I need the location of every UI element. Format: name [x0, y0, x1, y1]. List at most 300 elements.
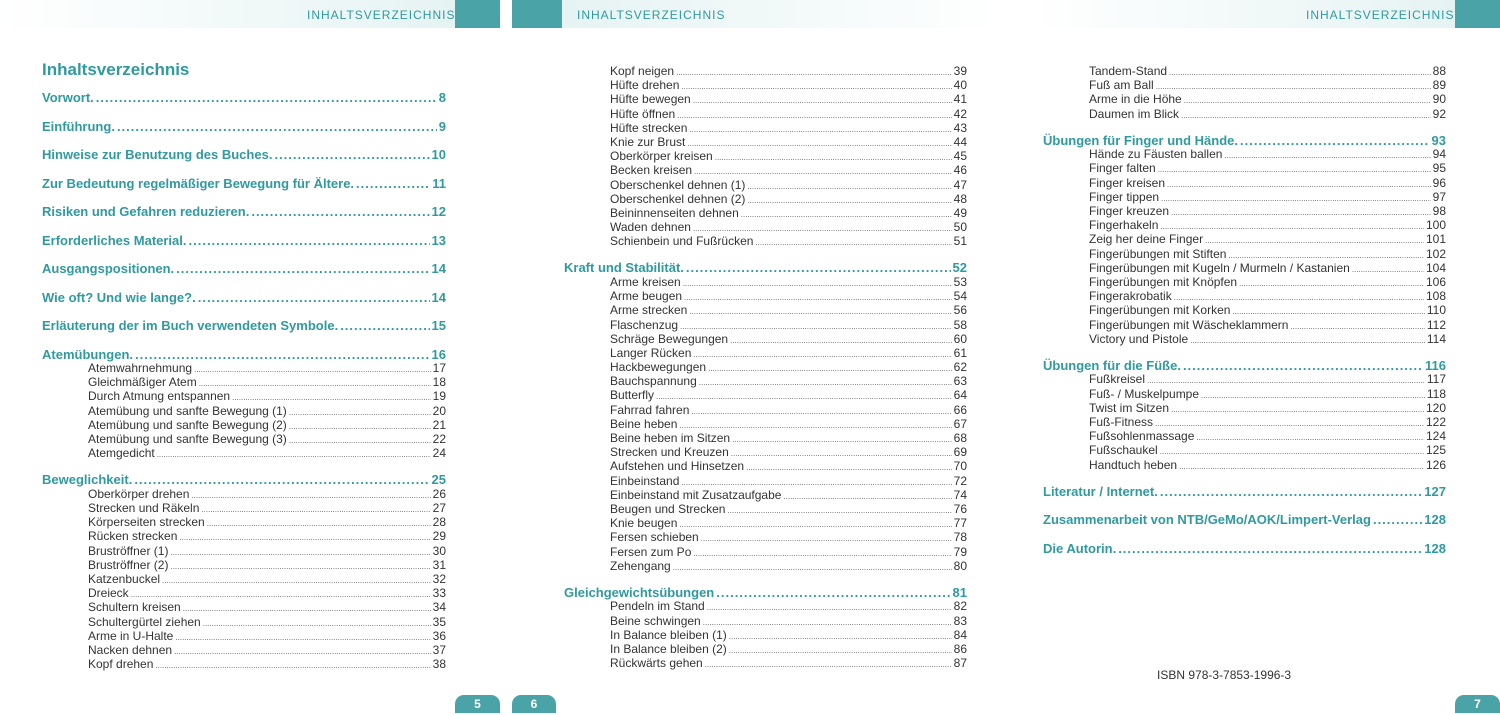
entry-page-number: 126	[1425, 457, 1446, 472]
dot-leader	[198, 290, 430, 306]
entry-page-number: 101	[1425, 232, 1446, 247]
entry-page-number: 67	[953, 416, 967, 431]
toc-subsection-entry[interactable]	[42, 586, 446, 600]
entry-page-number: 19	[432, 389, 446, 404]
toc-subsection-entry[interactable]	[1043, 147, 1446, 161]
entry-page-number: 98	[1432, 204, 1446, 218]
entry-label: Fingerhakeln	[1089, 218, 1159, 233]
entry-page-number: 76	[953, 501, 967, 516]
dot-leader	[356, 176, 430, 192]
dot-leader	[162, 574, 431, 588]
entry-label: Finger kreisen	[1089, 175, 1166, 190]
entry-label: Bruströffner (2)	[88, 557, 169, 572]
header-right-label: INHALTSVERZEICHNIS	[1306, 8, 1455, 22]
entry-label: In Balance bleiben (1)	[610, 627, 727, 642]
entry-page-number: 18	[432, 375, 446, 390]
dot-leader	[1171, 403, 1424, 417]
entry-page-number: 34	[432, 600, 446, 615]
toc-column-2	[564, 64, 967, 670]
toc-subsection-entry[interactable]	[564, 388, 967, 402]
toc-subsection-entry[interactable]	[564, 64, 967, 78]
entry-page-number: 122	[1425, 414, 1446, 429]
dot-leader	[191, 489, 430, 503]
entry-page-number: 80	[953, 558, 967, 573]
entry-page-number: 11	[432, 175, 446, 191]
toc-subsection-entry[interactable]	[42, 375, 446, 389]
entry-label: Oberschenkel dehnen (1)	[610, 177, 746, 192]
entry-label: Fuß am Ball	[1089, 78, 1154, 93]
toc-section-entry[interactable]	[42, 176, 446, 205]
entry-page-number: 51	[953, 234, 967, 249]
toc-subsection-entry[interactable]	[564, 642, 967, 656]
toc-subsection-entry[interactable]	[1043, 429, 1446, 443]
toc-subsection-entry[interactable]	[564, 78, 967, 92]
dot-leader	[707, 601, 952, 615]
toc-subsection-entry[interactable]	[1043, 261, 1446, 275]
toc-subsection-entry[interactable]	[1043, 332, 1446, 346]
entry-page-number: 20	[432, 403, 446, 418]
entry-label: Bruströffner (1)	[88, 543, 169, 558]
entry-page-number: 14	[431, 261, 446, 276]
dot-leader	[741, 208, 952, 222]
entry-label: Fingerübungen mit Korken	[1089, 303, 1231, 318]
entry-page-number: 50	[953, 220, 967, 235]
dot-leader	[1169, 66, 1431, 80]
toc-subsection-entry[interactable]	[564, 656, 967, 670]
dot-leader	[691, 405, 951, 419]
entry-page-number: 94	[1432, 147, 1446, 162]
dot-leader	[201, 503, 430, 517]
dot-leader	[157, 448, 431, 462]
dot-leader	[715, 151, 952, 165]
toc-subsection-entry[interactable]	[564, 545, 967, 559]
dot-leader	[1167, 178, 1431, 192]
toc-subsection-entry[interactable]	[42, 600, 446, 614]
entry-page-number: 47	[953, 177, 967, 192]
page-number-5: 5	[455, 695, 500, 713]
entry-label: Erläuterung der im Buch verwendeten Symbole.	[42, 318, 339, 333]
toc-subsection-entry[interactable]	[564, 275, 967, 289]
entry-label: Fuß- / Muskelpumpe	[1089, 386, 1200, 401]
dot-leader	[727, 504, 951, 518]
entry-page-number: 28	[432, 515, 446, 530]
toc-subsection-entry[interactable]	[564, 417, 967, 431]
dot-leader	[732, 433, 952, 447]
toc-subsection-entry[interactable]	[42, 615, 446, 629]
toc-subsection-entry[interactable]	[564, 459, 967, 473]
entry-label: Langer Rücken	[610, 345, 692, 360]
toc-subsection-entry[interactable]	[564, 488, 967, 502]
entry-label: Hüfte bewegen	[610, 92, 691, 107]
entry-page-number: 96	[1432, 175, 1446, 190]
entry-label: Arme beugen	[610, 289, 683, 304]
entry-label: Zeig her deine Finger	[1089, 232, 1204, 247]
entry-page-number: 12	[431, 204, 446, 219]
toc-subsection-entry[interactable]	[564, 234, 967, 248]
dot-leader	[340, 318, 429, 334]
toc-subsection-entry[interactable]	[1043, 443, 1446, 457]
entry-label: Fersen schieben	[610, 530, 699, 545]
dot-leader	[679, 518, 951, 532]
dot-leader	[176, 261, 429, 277]
dot-leader	[705, 658, 952, 672]
entry-page-number: 100	[1425, 218, 1446, 233]
entry-page-number: 127	[1424, 483, 1446, 499]
dot-leader	[703, 616, 952, 630]
dot-leader	[175, 631, 430, 645]
toc-section-entry[interactable]	[42, 147, 446, 176]
dot-leader	[701, 532, 952, 546]
dot-leader	[1290, 320, 1424, 334]
entry-label: Zehengang	[610, 558, 671, 573]
toc-subsection-entry[interactable]	[42, 389, 446, 403]
toc-subsection-entry[interactable]	[564, 303, 967, 317]
toc-section-entry[interactable]	[42, 119, 446, 148]
entry-page-number: 84	[953, 627, 967, 642]
dot-leader	[746, 461, 952, 475]
dot-leader	[274, 147, 429, 163]
entry-label: Einbeinstand	[610, 473, 680, 488]
entry-label: Oberkörper drehen	[88, 486, 190, 501]
entry-label: Hüfte strecken	[610, 120, 688, 135]
toc-subsection-entry[interactable]	[1043, 401, 1446, 415]
toc-subsection-entry[interactable]	[1043, 232, 1446, 246]
toc-section-entry[interactable]	[1043, 541, 1446, 570]
entry-label: Arme in U-Halte	[88, 628, 174, 643]
toc-subsection-entry[interactable]	[564, 121, 967, 135]
toc-subsection-entry[interactable]	[564, 332, 967, 346]
toc-subsection-entry[interactable]	[1043, 275, 1446, 289]
dot-leader	[693, 94, 952, 108]
toc-subsection-entry[interactable]	[1043, 78, 1446, 92]
entry-page-number: 89	[1432, 78, 1446, 93]
entry-label: Tandem-Stand	[1089, 64, 1168, 78]
entry-page-number: 10	[431, 147, 446, 162]
dot-leader	[1239, 277, 1424, 291]
toc-section-entry[interactable]	[42, 204, 446, 233]
toc-subsection-entry[interactable]	[564, 516, 967, 530]
entry-label: Dreieck	[88, 586, 129, 601]
entry-label: Beine heben	[610, 416, 678, 431]
entry-label: Hinweise zur Benutzung des Buches.	[42, 147, 273, 162]
entry-label: Durch Atmung entspannen	[88, 389, 231, 404]
toc-column-1	[42, 90, 446, 671]
entry-page-number: 106	[1425, 274, 1446, 289]
entry-label: Waden dehnen	[610, 220, 691, 235]
dot-leader	[174, 645, 431, 659]
entry-page-number: 31	[432, 557, 446, 572]
entry-page-number: 45	[953, 149, 967, 164]
toc-subsection-entry[interactable]	[564, 360, 967, 374]
toc-subsection-entry[interactable]	[564, 445, 967, 459]
entry-page-number: 97	[1432, 189, 1446, 204]
toc-subsection-entry[interactable]	[42, 501, 446, 515]
entry-label: Fußsohlenmassage	[1089, 429, 1195, 444]
entry-page-number: 62	[953, 360, 967, 375]
entry-page-number: 42	[953, 106, 967, 121]
toc-subsection-entry[interactable]	[1043, 218, 1446, 232]
toc-subsection-entry[interactable]	[42, 361, 446, 375]
entry-label: In Balance bleiben (2)	[610, 641, 727, 656]
toc-subsection-entry[interactable]	[564, 530, 967, 544]
entry-page-number: 43	[953, 120, 967, 135]
dot-leader	[755, 236, 951, 250]
entry-label: Vorwort.	[42, 90, 94, 105]
entry-page-number: 74	[953, 487, 967, 502]
entry-page-number: 86	[953, 641, 967, 656]
page-number-7: 7	[1455, 695, 1500, 713]
entry-page-number: 40	[953, 78, 967, 93]
toc-subsection-entry[interactable]	[42, 487, 446, 501]
toc-subsection-entry[interactable]	[564, 614, 967, 628]
entry-page-number: 128	[1424, 540, 1446, 556]
toc-section-atemuebungen[interactable]: Atemübungen. ..... 16	[42, 347, 446, 376]
entry-label: Schultergürtel ziehen	[88, 614, 201, 629]
entry-label: Daumen im Blick	[1089, 106, 1180, 121]
entry-page-number: 44	[953, 134, 967, 149]
entry-label: Strecken und Räkeln	[88, 501, 200, 515]
toc-subsection-entry[interactable]	[42, 515, 446, 529]
entry-page-number: 27	[432, 501, 446, 515]
toc-section-entry[interactable]	[1043, 484, 1446, 513]
toc-subsection-entry[interactable]	[564, 206, 967, 220]
entry-label: Nacken dehnen	[88, 642, 173, 657]
toc-section-gleichgewicht[interactable]: Gleichgewichtsübungen ..... 81	[564, 585, 967, 614]
dot-leader	[684, 291, 952, 305]
entry-page-number: 26	[432, 486, 446, 501]
toc-section-kraft[interactable]: Kraft und Stabilität. ..... 52	[564, 260, 967, 289]
entry-label: Körperseiten strecken	[88, 515, 205, 530]
entry-page-number: 78	[953, 530, 967, 545]
toc-subsection-entry[interactable]	[1043, 247, 1446, 261]
toc-section-finger[interactable]: Übungen für Finger und Hände. ..... 93	[1043, 133, 1446, 162]
header-middle-label: INHALTSVERZEICHNIS	[577, 8, 726, 22]
toc-subsection-entry[interactable]	[564, 289, 967, 303]
toc-subsection-entry[interactable]	[564, 318, 967, 332]
entry-label: Knie beugen	[610, 516, 678, 531]
dot-leader	[207, 517, 431, 531]
toc-section-entry[interactable]	[42, 261, 446, 290]
dot-leader	[1181, 109, 1431, 123]
toc-subsection-entry[interactable]	[564, 149, 967, 163]
entry-page-number: 30	[432, 543, 446, 558]
entry-label: Aufstehen und Hinsetzen	[610, 459, 745, 474]
toc-section-entry[interactable]	[42, 318, 446, 347]
entry-page-number: 83	[953, 613, 967, 628]
entry-label: Erforderliches Material.	[42, 232, 187, 248]
entry-page-number: 15	[431, 318, 446, 333]
toc-subsection-entry[interactable]	[564, 346, 967, 360]
entry-label: Zusammenarbeit von NTB/GeMo/AOK/Limpert-Verlag	[1043, 512, 1371, 528]
entry-page-number: 48	[953, 191, 967, 206]
toc-subsection-entry[interactable]	[1043, 190, 1446, 204]
entry-page-number: 66	[953, 402, 967, 417]
dot-leader	[677, 109, 951, 123]
dot-leader	[189, 233, 430, 249]
dot-leader	[689, 123, 951, 137]
entry-page-number: 36	[432, 628, 446, 643]
dot-leader	[1156, 80, 1431, 94]
entry-label: Schräge Bewegungen	[610, 331, 729, 346]
dot-leader	[676, 66, 952, 80]
toc-subsection-entry[interactable]	[42, 418, 446, 432]
dot-leader	[194, 363, 431, 377]
toc-subsection-entry[interactable]	[42, 629, 446, 643]
entry-page-number: 110	[1426, 303, 1446, 318]
dot-leader	[1158, 163, 1431, 177]
toc-subsection-entry[interactable]	[564, 502, 967, 516]
toc-subsection-entry[interactable]	[1043, 289, 1446, 303]
dot-leader	[687, 137, 951, 151]
toc-subsection-entry[interactable]	[564, 107, 967, 121]
entry-page-number: 37	[432, 642, 446, 657]
toc-section-entry[interactable]	[1043, 512, 1446, 541]
toc-subsection-entry[interactable]	[564, 403, 967, 417]
toc-subsection-entry[interactable]	[42, 544, 446, 558]
toc-subsection-entry[interactable]	[564, 628, 967, 642]
entry-label: Fahrrad fahren	[610, 402, 690, 417]
dot-leader	[681, 80, 951, 94]
toc-section-beweglichkeit[interactable]: Beweglichkeit. ..... 25	[42, 472, 446, 501]
toc-subsection-entry[interactable]	[564, 192, 967, 206]
toc-subsection-entry[interactable]	[42, 432, 446, 446]
entry-label: Handtuch heben	[1089, 457, 1178, 472]
entry-label: Hüfte drehen	[610, 78, 680, 93]
toc-subsection-entry[interactable]	[42, 558, 446, 572]
toc-subsection-entry[interactable]	[42, 446, 446, 460]
toc-section-entry[interactable]	[42, 290, 446, 319]
entry-page-number: 82	[953, 599, 967, 614]
entry-label: Zur Bedeutung regelmäßiger Bewegung für Ältere.	[42, 175, 355, 191]
toc-subsection-entry[interactable]	[1043, 92, 1446, 106]
dot-leader	[683, 277, 952, 291]
entry-label: Einführung.	[42, 118, 115, 134]
toc-subsection-entry[interactable]	[1043, 387, 1446, 401]
dot-leader	[289, 406, 431, 420]
entry-label: Ausgangspositionen.	[42, 261, 175, 276]
entry-label: Knie zur Brust	[610, 134, 686, 149]
entry-label: Atemwahrnehmung	[88, 361, 193, 375]
entry-label: Kopf drehen	[88, 657, 154, 672]
entry-page-number: 90	[1432, 92, 1446, 107]
toc-subsection-entry[interactable]	[564, 92, 967, 106]
entry-page-number: 21	[432, 417, 446, 432]
header-left-tab	[455, 0, 500, 28]
entry-page-number: 118	[1426, 386, 1446, 401]
dot-leader	[673, 561, 952, 575]
toc-subsection-entry[interactable]	[1043, 318, 1446, 332]
dot-leader	[689, 305, 951, 319]
toc-subsection-entry[interactable]	[1043, 64, 1446, 78]
entry-page-number: 17	[432, 361, 446, 375]
toc-subsection-entry[interactable]	[1043, 161, 1446, 175]
entry-page-number: 124	[1425, 429, 1446, 444]
dot-leader	[693, 348, 951, 362]
dot-leader	[708, 362, 952, 376]
dot-leader	[1160, 484, 1422, 500]
entry-label: Beininnenseiten dehnen	[610, 205, 739, 220]
toc-section-fuesse[interactable]: Übungen für die Füße. ..... 116	[1043, 358, 1446, 387]
header-right-tab	[1455, 0, 1500, 28]
toc-column-3	[1043, 64, 1446, 569]
entry-label: Hackbewegungen	[610, 360, 707, 375]
toc-subsection-entry[interactable]	[1043, 176, 1446, 190]
entry-page-number: 8	[438, 90, 446, 105]
toc-subsection-entry[interactable]	[564, 163, 967, 177]
entry-page-number: 64	[953, 388, 967, 403]
toc-subsection-entry[interactable]	[564, 559, 967, 573]
entry-label: Finger kreuzen	[1089, 204, 1170, 218]
dot-leader	[1118, 541, 1422, 557]
dot-leader	[1373, 512, 1422, 528]
entry-label: Beine schwingen	[610, 613, 701, 628]
toc-subsection-entry[interactable]	[42, 404, 446, 418]
entry-label: Atemübung und sanfte Bewegung (1)	[88, 403, 287, 418]
entry-label: Fingerakrobatik	[1089, 289, 1172, 304]
toc-subsection-entry[interactable]	[564, 431, 967, 445]
entry-page-number: 125	[1425, 443, 1446, 458]
toc-subsection-entry[interactable]	[564, 135, 967, 149]
toc-subsection-entry[interactable]	[564, 178, 967, 192]
dot-leader	[1224, 149, 1430, 163]
entry-page-number: 104	[1425, 260, 1446, 275]
entry-page-number: 102	[1425, 246, 1446, 261]
toc-subsection-entry[interactable]	[42, 529, 446, 543]
toc-subsection-entry[interactable]	[42, 572, 446, 586]
entry-page-number: 79	[953, 544, 967, 559]
entry-page-number: 56	[953, 303, 967, 318]
entry-label: Oberschenkel dehnen (2)	[610, 191, 746, 206]
dot-leader	[170, 560, 430, 574]
dot-leader	[729, 644, 952, 658]
toc-subsection-entry[interactable]	[42, 657, 446, 671]
isbn: ISBN 978-3-7853-1996-3	[1157, 668, 1292, 682]
entry-label: Atemübung und sanfte Bewegung (3)	[88, 431, 287, 446]
entry-label: Gleichmäßiger Atem	[88, 375, 197, 390]
entry-label: Finger tippen	[1089, 189, 1160, 204]
entry-page-number: 77	[953, 516, 967, 531]
entry-page-number: 68	[953, 431, 967, 445]
entry-label: Rückwärts gehen	[610, 656, 703, 671]
toc-subsection-entry[interactable]	[1043, 415, 1446, 429]
toc-subsection-entry[interactable]	[564, 220, 967, 234]
toc-subsection-entry[interactable]	[1043, 372, 1446, 386]
toc-subsection-entry[interactable]	[1043, 303, 1446, 317]
dot-leader	[183, 602, 431, 616]
toc-subsection-entry[interactable]	[564, 374, 967, 388]
entry-label: Risiken und Gefahren reduzieren.	[42, 204, 250, 219]
dot-leader	[1196, 431, 1424, 445]
toc-subsection-entry[interactable]	[1043, 107, 1446, 121]
toc-subsection-entry[interactable]	[564, 599, 967, 613]
entry-label: Fußschaukel	[1089, 443, 1158, 458]
toc-subsection-entry[interactable]	[42, 643, 446, 657]
dot-leader	[289, 420, 431, 434]
entry-label: Flaschenzug	[610, 317, 679, 332]
toc-section-entry[interactable]	[42, 90, 446, 119]
entry-page-number: 60	[953, 331, 967, 346]
toc-subsection-entry[interactable]	[564, 474, 967, 488]
entry-label: Finger falten	[1089, 161, 1156, 176]
entry-page-number: 39	[953, 64, 967, 78]
header-middle-tab	[512, 0, 562, 28]
toc-subsection-entry[interactable]	[1043, 204, 1446, 218]
toc-subsection-entry[interactable]	[1043, 458, 1446, 472]
entry-label: Fingerübungen mit Knöpfen	[1089, 274, 1238, 289]
entry-page-number: 87	[953, 656, 967, 671]
entry-label: Pendeln im Stand	[610, 599, 705, 614]
toc-section-entry[interactable]	[42, 233, 446, 262]
